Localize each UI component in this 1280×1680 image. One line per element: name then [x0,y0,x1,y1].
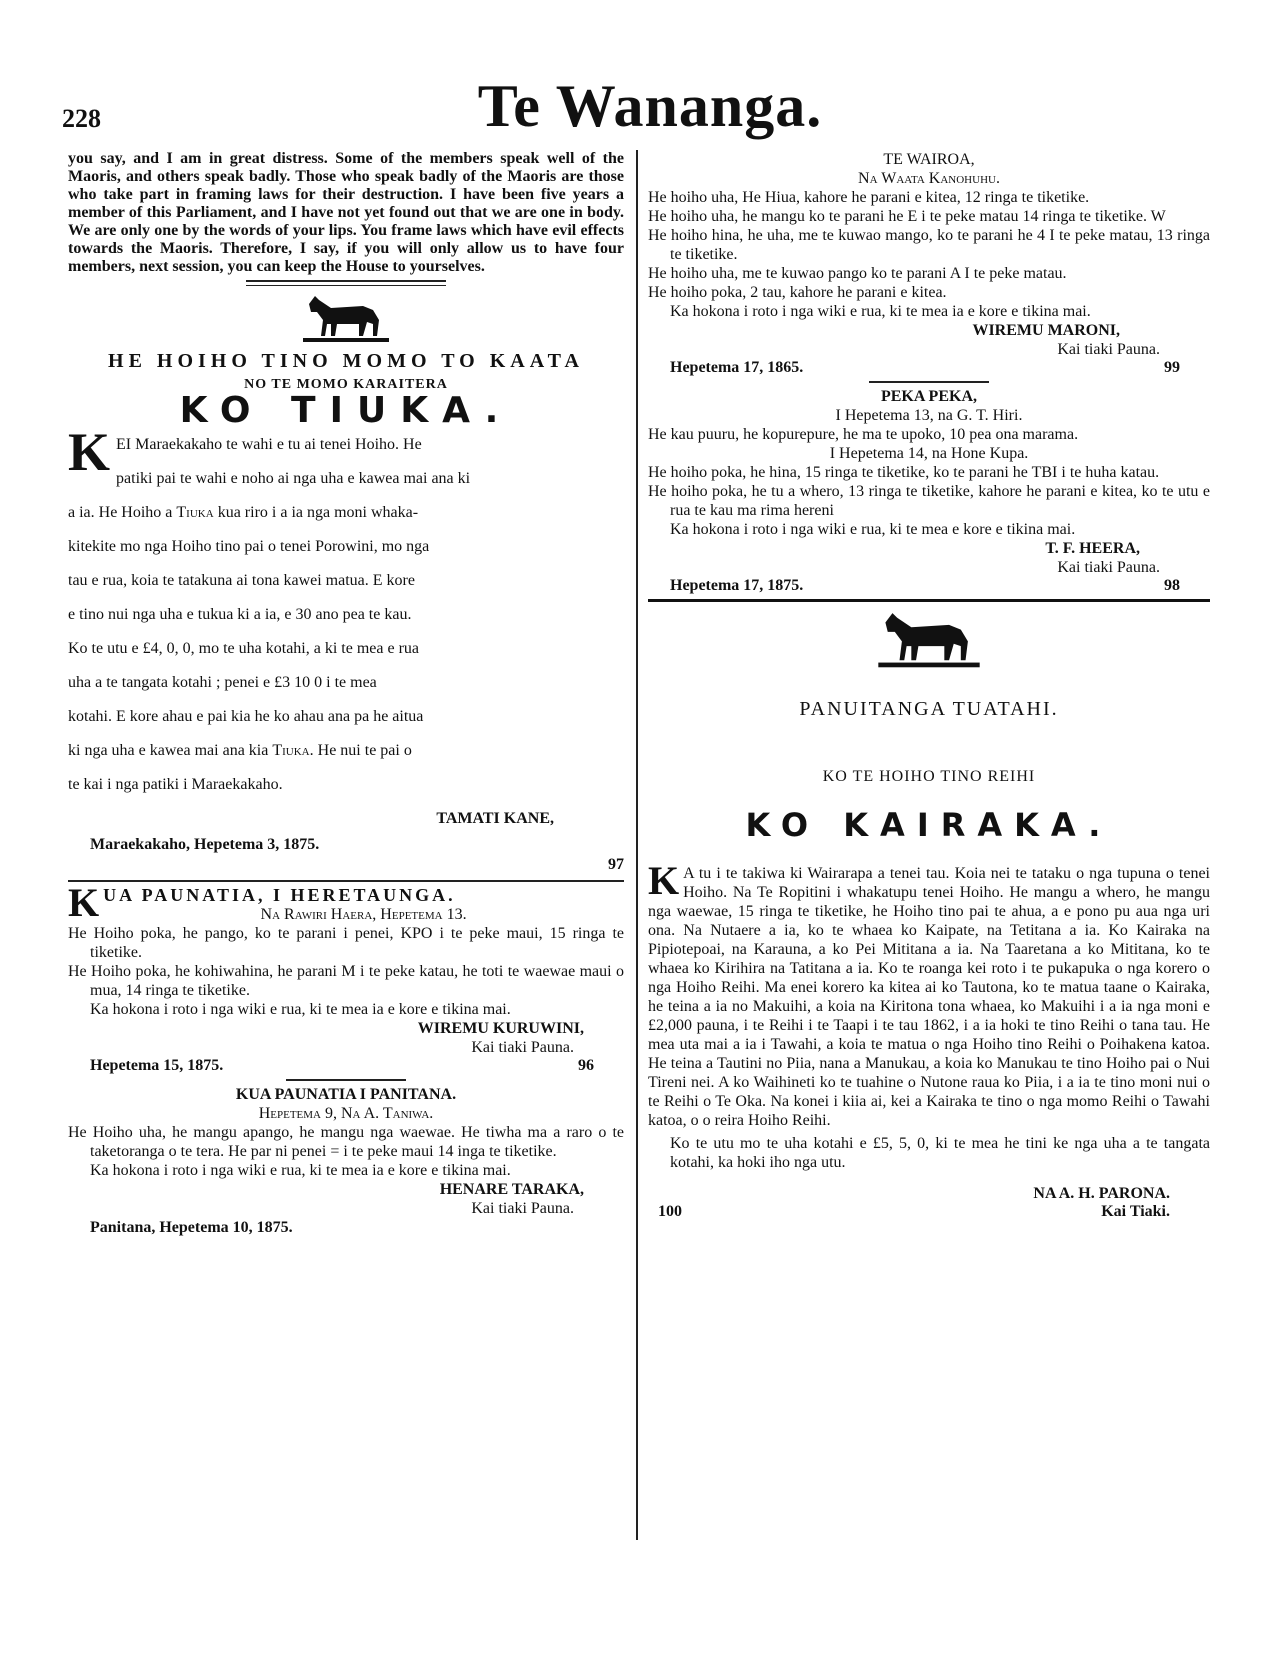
tiuka-subheading: NO TE MOMO KARAITERA [244,377,448,392]
tiuka-dropcap: K [68,422,111,482]
heretaunga-title: UA PAUNATIA, I HERETAUNGA. [103,885,456,905]
tiuka-line-6: e tino nui nga uha e tukua ki a ia, e 30 ano pea te kau. [68,606,412,623]
wairoa-item-2: He hoiho uha, he mangu ko te parani he E i te peke matau 14 ringa te tiketike. W [648,208,1166,225]
heretaunga-notice [68,880,624,1237]
horse-icon [301,290,391,346]
horse-icon [874,606,984,672]
wairoa-item-3: He hoiho hina, he uha, me te kuwao mango, ko te parani he 4 I te peke matau, 13 ringa te tiketike. [648,227,1210,263]
wairoa-notice-text: Ka hokona i roto i nga wiki e rua, ki te mea ia e kore e tikina mai. [670,303,1091,320]
kairaka-signature: NA A. H. PARONA. [1033,1185,1170,1202]
kairaka-dropcap: K [648,858,680,903]
panitana-notice-text: Ka hokona i roto i nga wiki e rua, ki te mea ia e kore e tikina mai. [90,1162,511,1179]
tiuka-title: KO TIUKA. [179,390,513,431]
panitana-title: KUA PAUNATIA I PANITANA. [235,1086,457,1103]
tiuka-advert-body [68,422,624,876]
masthead-title: Te Wananga. [477,73,823,139]
tiuka-line-2: patiki pai te wahi e noho ai nga uha e kawea mai ana ki [116,470,471,487]
pekapeka-notice-text: Ka hokona i roto i nga wiki e rua, ki te mea e kore e tikina mai. [670,521,1076,538]
tiuka-line-7: Ko te utu e £4, 0, 0, mo te uha kotahi, a ki te mea e rua [68,640,420,657]
pekapeka-date: Hepetema 17, 1875. [670,577,804,594]
tiuka-line-3: a ia. He Hoiho a Tiuka kua riro i a ia nga moni whaka- [68,504,419,521]
tiuka-footer [68,836,624,854]
left-column [68,150,624,1237]
page-number: 228 [62,104,101,133]
panitana-item-1: He Hoiho uha, he mangu apango, he mangu nga waewae. He tiwha ma a raro o te taketoranga o te tera. He par ni penei = i te peke maui 14 inga te tiketike. [68,1124,624,1160]
kairaka-number: 100 [658,1203,682,1220]
kairaka-body: A tu i te takiwa ki Wairarapa a tenei tau. Koia nei te tataku o nga tupuna o tenei Hoiho. Na Te Ropitini i whakatupu tenei Hoiho. He mangu a whero, he mangu nga waewae, 15 ringa te tiketike, he Hoiho tino pai te ahua, a e pono pu aua nga uri ona. Na Nutaere a ia, ko te whaea ko Kaipate, na Tetitana a ia. Ko Kairaka na Pipiotepoai, na Karauna, a ko Pei Mititana a ia. Na Taaretana a ko Mititana, ko te whaea ko Kirihira na Tatitana a ia. Ko te roanga kei roto i te pukapuka o nga korero o nga Hoiho Reihi. Ma enei korero ka kitea ai ko Tautona, ko te matua taane o Kairaka, he teina a ia no Makuihi, a koia na Kiritona tona whaea, ko Makuihi i a ia nga moni e £2,000 pauna, i te Reihi i te Taapi i te tau 1862, i a ia hoki te tino Reihi o tana tau. He mea uta mai a ia i Tawahi, a koia te matua o nga Hoiho tino Reihi o Poihakena katoa. He teina a Tautini no Piia, nana a Manukau, a koia ko Manukau te tino Hoiho pai o Nui Tireni nei. A ko Waihineti ko te tuahine o Nutone raua ko Piia, i a ia te tino moni nui o te Reihi o Te Oka. Na konei i kiia ai, kei a Kairaka te tino o nga momo Reihi o Tawahi katoa, o o reira Hoiho Reihi. [648,865,1210,1129]
tiuka-date: Maraekakaho, Hepetema 3, 1875. [90,836,320,853]
pekapeka-item-3: He hoiho poka, he tu a whero, 13 ringa te tiketike, kahore he parani e kitea, ko te utu e rua te kau ma rima hereni [648,483,1210,519]
pekapeka-byline-2: I Hepetema 14, na Hone Kupa. [829,445,1029,462]
wairoa-number: 99 [1164,359,1180,376]
tiuka-line-9: kotahi. E kore ahau e pai kia he ko ahau ana pa he aitua [68,708,424,725]
tiuka-heading: HE HOIHO TINO MOMO TO KAATA [108,350,584,372]
heretaunga-date: Hepetema 15, 1875. [90,1057,224,1074]
section-rule [869,381,989,383]
kairaka-role: Kai Tiaki. [1101,1203,1170,1220]
tiuka-line-1: EI Maraekakaho te wahi e tu ai tenei Hoiho. He [116,436,422,453]
column-divider [636,150,638,1540]
section-rule [246,280,446,286]
tiuka-line-11: te kai i nga patiki i Maraekakaho. [68,776,283,793]
kairaka-subheading: KO TE HOIHO TINO REIHI [822,768,1036,785]
pekapeka-item-2: He hoiho poka, he hina, 15 ringa te tiketike, ko te parani he TBI i te huha katau. [648,464,1160,481]
wairoa-title: TE WAIROA, [883,151,975,168]
pekapeka-byline-1: I Hepetema 13, na G. T. Hiri. [835,407,1023,424]
kairaka-price: Ko te utu mo te uha kotahi e £5, 5, 0, ki te mea he tini ke nga uha a te tangata kotahi, ka hoki iho nga utu. [670,1135,1210,1171]
pekapeka-number: 98 [1164,577,1180,594]
wairoa-role: Kai tiaki Pauna. [1057,341,1160,358]
wairoa-signature: WIREMU MARONI, [972,322,1120,339]
wairoa-date: Hepetema 17, 1865. [670,359,804,376]
panitana-signature: HENARE TARAKA, [439,1181,584,1198]
section-rule [648,599,1210,602]
pekapeka-item-1: He kau puuru, he kopurepure, he ma te upoko, 10 pea ona marama. [648,426,1079,443]
section-rule [68,880,624,882]
heretaunga-notice-text: Ka hokona i roto i nga wiki e rua, ki te mea ia e kore e tikina mai. [90,1001,511,1018]
heretaunga-item-1: He Hoiho poka, he pango, ko te parani i penei, KPO i te peke maui, 15 ringa te tiketike. [68,925,624,961]
intro-paragraph: you say, and I am in great distress. Some of the members speak well of the Maoris, and others speak badly. Those who speak badly of the Maoris are those who take part in framing laws for their destruction. I have been five years a member of this Parliament, and I have not yet found out that we are one in body. We are only one by the words of your lips. You frame laws which have evil effects towards the Maoris. Therefore, I say, if you will only allow us to have four members, next session, you can keep the House to yourselves. [68,150,624,275]
tiuka-signature: TAMATI KANE, [436,810,554,827]
wairoa-item-4: He hoiho uha, me te kuwao pango ko te parani A I te peke matau. [648,265,1067,282]
heretaunga-signature: WIREMU KURUWINI, [417,1020,584,1037]
panitana-date: Panitana, Hepetema 10, 1875. [90,1219,293,1236]
wairoa-item-1: He hoiho uha, He Hiua, kahore he parani e kitea, 12 ringa te tiketike. [648,189,1090,206]
tiuka-number: 97 [608,856,624,873]
kairaka-title: KO KAIRAKA. [745,806,1113,844]
tiuka-line-8: uha a te tangata kotahi ; penei e £3 10 0 i te mea [68,674,377,691]
heretaunga-number: 96 [578,1057,594,1074]
wairoa-item-5: He hoiho poka, 2 tau, kahore he parani e kitea. [648,284,947,301]
heretaunga-role: Kai tiaki Pauna. [471,1039,574,1056]
wairoa-notice [648,150,1210,595]
wairoa-byline: Na Waata Kanohuhu. [858,170,1000,187]
section-rule [286,1079,406,1081]
pekapeka-role: Kai tiaki Pauna. [1057,559,1160,576]
right-column [648,150,1210,1221]
heretaunga-item-2: He Hoiho poka, he kohiwahina, he parani M i te peke katau, he toti te waewae maui o mua, 14 ringa te tiketike. [68,963,624,999]
tiuka-line-4: kitekite mo nga Hoiho tino pai o tenei Porowini, mo nga [68,538,430,555]
tiuka-line-10: ki nga uha e kawea mai ana kia Tiuka. He nui te pai o [68,742,412,759]
panitana-byline: Hepetema 9, Na A. Taniwa. [258,1105,434,1122]
heretaunga-dropcap: K [68,880,100,925]
kairaka-heading: PANUITANGA TUATAHI. [799,698,1059,720]
kairaka-advert-body [648,858,1210,1221]
tiuka-line-5: tau e rua, koia te tatakuna ai tona kawei matua. E kore [68,572,415,589]
panitana-role: Kai tiaki Pauna. [471,1200,574,1217]
pekapeka-signature: T. F. HEERA, [1045,540,1140,557]
pekapeka-title: PEKA PEKA, [880,388,977,405]
heretaunga-byline: Na Rawiri Haera, Hepetema 13. [260,906,467,923]
